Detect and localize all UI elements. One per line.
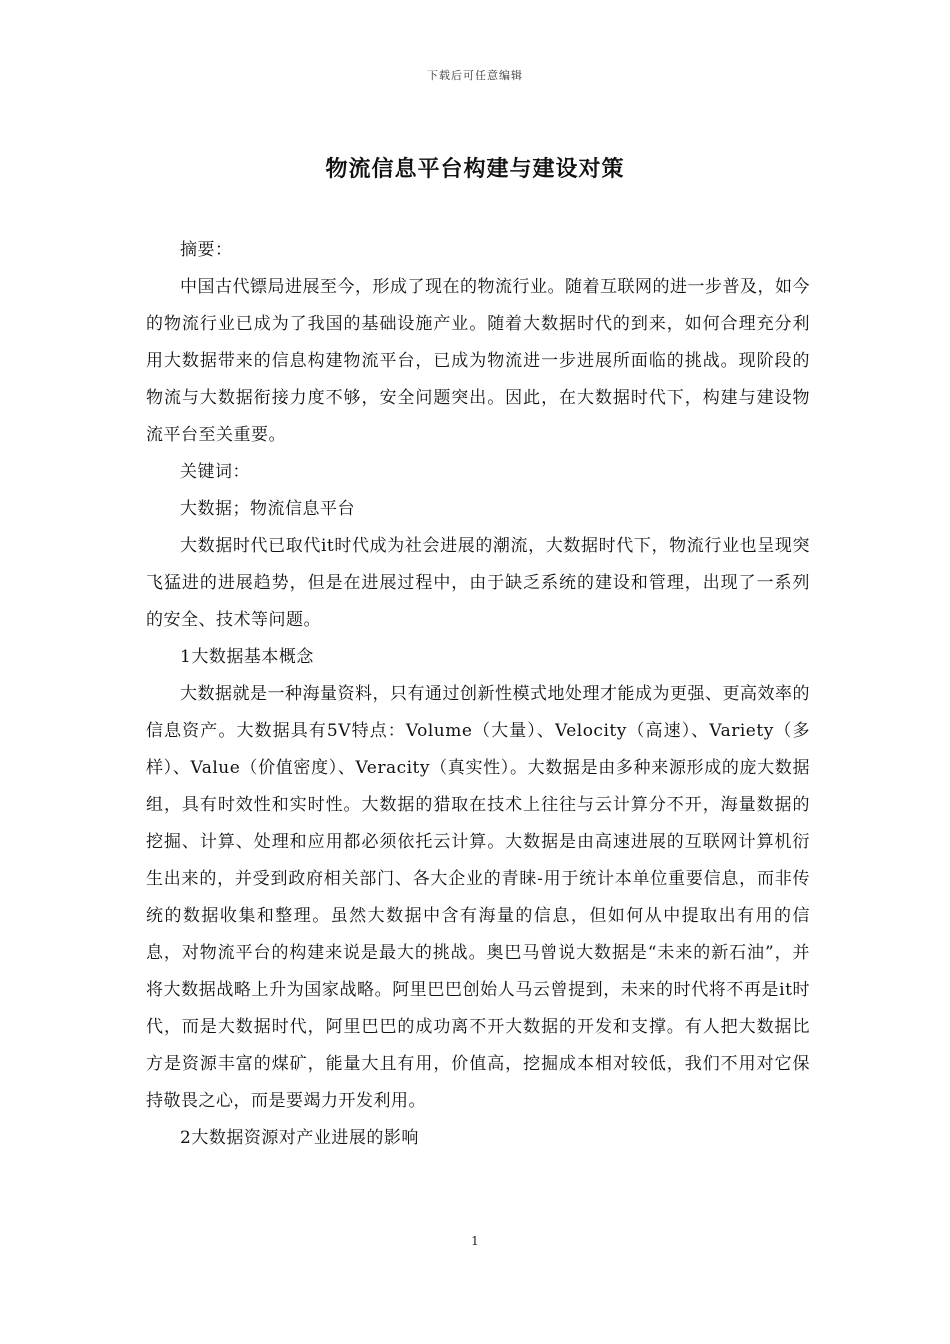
section-heading-1: 1大数据基本概念 [180,647,314,667]
section-heading-2: 2大数据资源对产业进展的影响 [180,1128,419,1148]
document-body [146,232,810,1157]
abstract-heading: 摘要： [180,240,233,260]
section-1-paragraph: 大数据就是一种海量资料，只有通过创新性模式地处理才能成为更强、更高效率的信息资产。大数据具有5V特点：Volume（大量）、Velocity（高速）、Variety（多样）、Value（价值密度）、Veracity（真实性）。大数据是由多种来源形成的庞大数据组，具有时效性和实时性。大数据的猎取在技术上往往与云计算分不开，海量数据的挖掘、计算、处理和应用都必须依托云计算。大数据是由高速进展的互联网计算机衍生出来的，并受到政府相关部门、各大企业的青睐-用于统计本单位重要信息，而非传统的数据收集和整理。虽然大数据中含有海量的信息，但如何从中提取出有用的信息，对物流平台的构建来说是最大的挑战。奥巴马曾说大数据是“未来的新石油”，并将大数据战略上升为国家战略。阿里巴巴创始人马云曾提到，未来的时代将不再是it时代，而是大数据时代，阿里巴巴的成功离不开大数据的开发和支撑。有人把大数据比方是资源丰富的煤矿，能量大且有用，价值高，挖掘成本相对较低，我们不用对它保持敬畏之心，而是要竭力开发利用。 [146,684,810,1111]
page-number: 1 [471,1234,479,1248]
keywords-heading: 关键词： [180,462,250,482]
header-note: 下载后可任意编辑 [427,69,523,82]
intro-paragraph: 大数据时代已取代it时代成为社会进展的潮流，大数据时代下，物流行业也呈现突飞猛进的进展趋势，但是在进展过程中，由于缺乏系统的建设和管理，出现了一系列的安全、技术等问题。 [146,536,810,630]
keywords-paragraph: 大数据；物流信息平台 [180,499,355,519]
document-title: 物流信息平台构建与建设对策 [325,156,625,182]
abstract-paragraph: 中国古代镖局进展至今，形成了现在的物流行业。随着互联网的进一步普及，如今的物流行业已成为了我国的基础设施产业。随着大数据时代的到来，如何合理充分利用大数据带来的信息构建物流平台，已成为物流进一步进展所面临的挑战。现阶段的物流与大数据衔接力度不够，安全问题突出。因此，在大数据时代下，构建与建设物流平台至关重要。 [146,277,810,445]
